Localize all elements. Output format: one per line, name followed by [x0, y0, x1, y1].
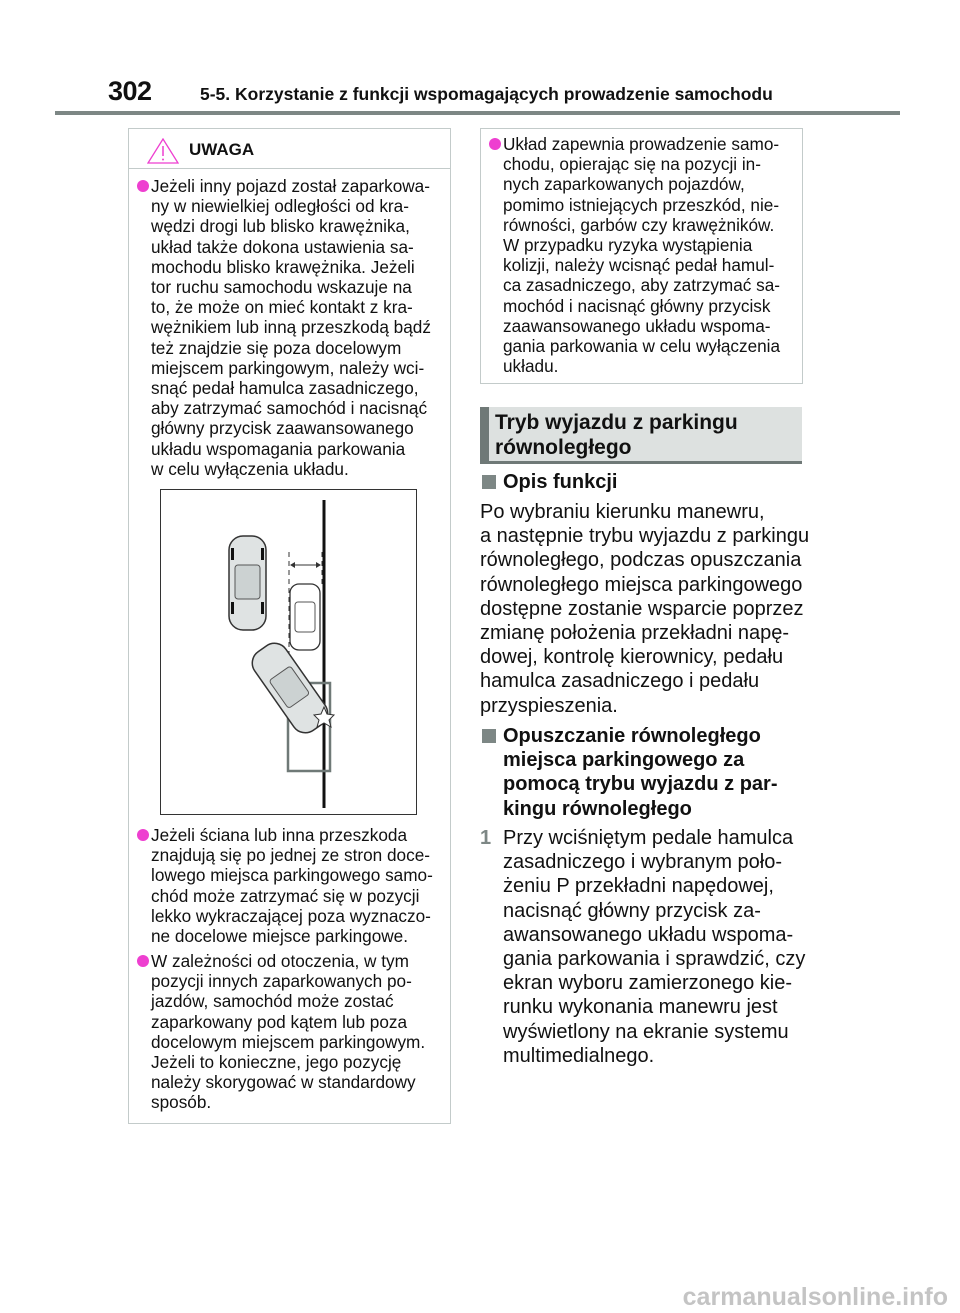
bullet-text: W zależności od otoczenia, w tym pozycji innych zaparkowanych po- jazdów, samochód może zostać zaparkowany pod kątem lub poza docelowym miejscem parkingowym. Jeżeli to konieczne, jego pozycję należy skorygować w standardowy sposób. [151, 951, 426, 1113]
bullet-text: Jeżeli inny pojazd został zaparkowa- ny w niewielkiej odległości od kra- wędzi drogi lub blisko krawężnika, układ także dokona ustawienia sa- mochodu blisko krawężnika. Jeżeli tor ruchu samochodu wskazuje na to, że może on mieć kontakt z kra- wężnikiem lub inną przeszkodą bądź też znajdzie się poza docelowym miejscem parkingowym, należy wci- snąć pedał hamulca zasadniczego, aby zatrzymać samochód i nacisnąć główny przycisk zaawansowanego układu wspomagania parkowania w celu wyłączenia układu. [151, 176, 431, 479]
step-number: 1 [480, 827, 492, 849]
warning-bullet [129, 176, 471, 479]
watermark: carmanualsonline.info [682, 1283, 948, 1311]
page-number: 302 [108, 76, 152, 106]
bullet-text: Jeżeli ściana lub inna przeszkoda znajdują się po jednej ze stron doce- lowego miejsca parkingowego samo- chód może zatrzymać się w pozycji lekko wykraczającej poza wyznaczo- ne docelowe miejsce parkingowe. [151, 825, 433, 947]
warning-box [128, 128, 451, 1124]
section-title: 5-5. Korzystanie z funkcji wspomagających prowadzenie samochodu [200, 84, 773, 104]
subheading-opuszczanie: Opuszczanie równoległego miejsca parkingowego za pomocą trybu wyjazdu z par- kingu równoległego [480, 724, 777, 821]
warning-header [129, 129, 450, 169]
step-text: Przy wciśniętym pedale hamulca zasadniczego i wybranym poło- żeniu P przekładni napędowej, nacisnąć główny przycisk za- awansowanego układu wspoma- gania parkowania i sprawdzić, czy ekran wyboru zamierzonego kie- runku wykonania manewru jest wyświetlony na ekranie systemu multimedialnego. [503, 827, 806, 1067]
warning-bullet [129, 825, 471, 946]
bullet-icon [489, 138, 501, 150]
description-paragraph: Po wybraniu kierunku manewru, a następnie trybu wyjazdu z parkingu równoległego, podczas opuszczania równoległego miejsca parkingowego dostępne zostanie wsparcie poprzez zmianę położenia przekładni napę- dowej, kontrolę kierownicy, pedału hamulca zasadniczego i pedału przyspieszenia. [480, 501, 810, 717]
subheading-opis: Opis funkcji [480, 470, 617, 494]
bullet-icon [137, 180, 149, 192]
section-heading [480, 407, 802, 464]
bullet-text: Układ zapewnia prowadzenie samo- chodu, opierając się na pozycji in- nych zaparkowanych pojazdów, pomimo istniejących przeszkód, nie- równości, garbów czy krawężników. W przypadku ryzyka wystąpienia kolizji, należy wcisnąć pedał hamul- ca zasadniczego, aby zatrzymać sa- mochód i nacisnąć główny przycisk zaawansowanego układu wspoma- gania parkowania w celu wyłączenia układu. [503, 134, 781, 377]
warning-title: UWAGA [189, 140, 255, 159]
square-bullet-icon [482, 729, 496, 743]
parked-car-left-icon [229, 536, 266, 630]
parking-diagram [161, 490, 416, 814]
info-box [480, 128, 803, 384]
bullet-icon [137, 955, 149, 967]
parking-illustration [160, 489, 417, 815]
square-bullet-icon [482, 475, 496, 489]
bullet-icon [137, 829, 149, 841]
parked-car-front-icon [290, 584, 320, 650]
header-rule [55, 111, 900, 115]
step-1 [480, 826, 805, 1068]
warning-triangle-icon [147, 138, 179, 164]
info-bullet [481, 134, 823, 376]
warning-bullet [129, 951, 471, 1113]
heading-text: Tryb wyjazdu z parkingu równoległego [495, 411, 738, 459]
